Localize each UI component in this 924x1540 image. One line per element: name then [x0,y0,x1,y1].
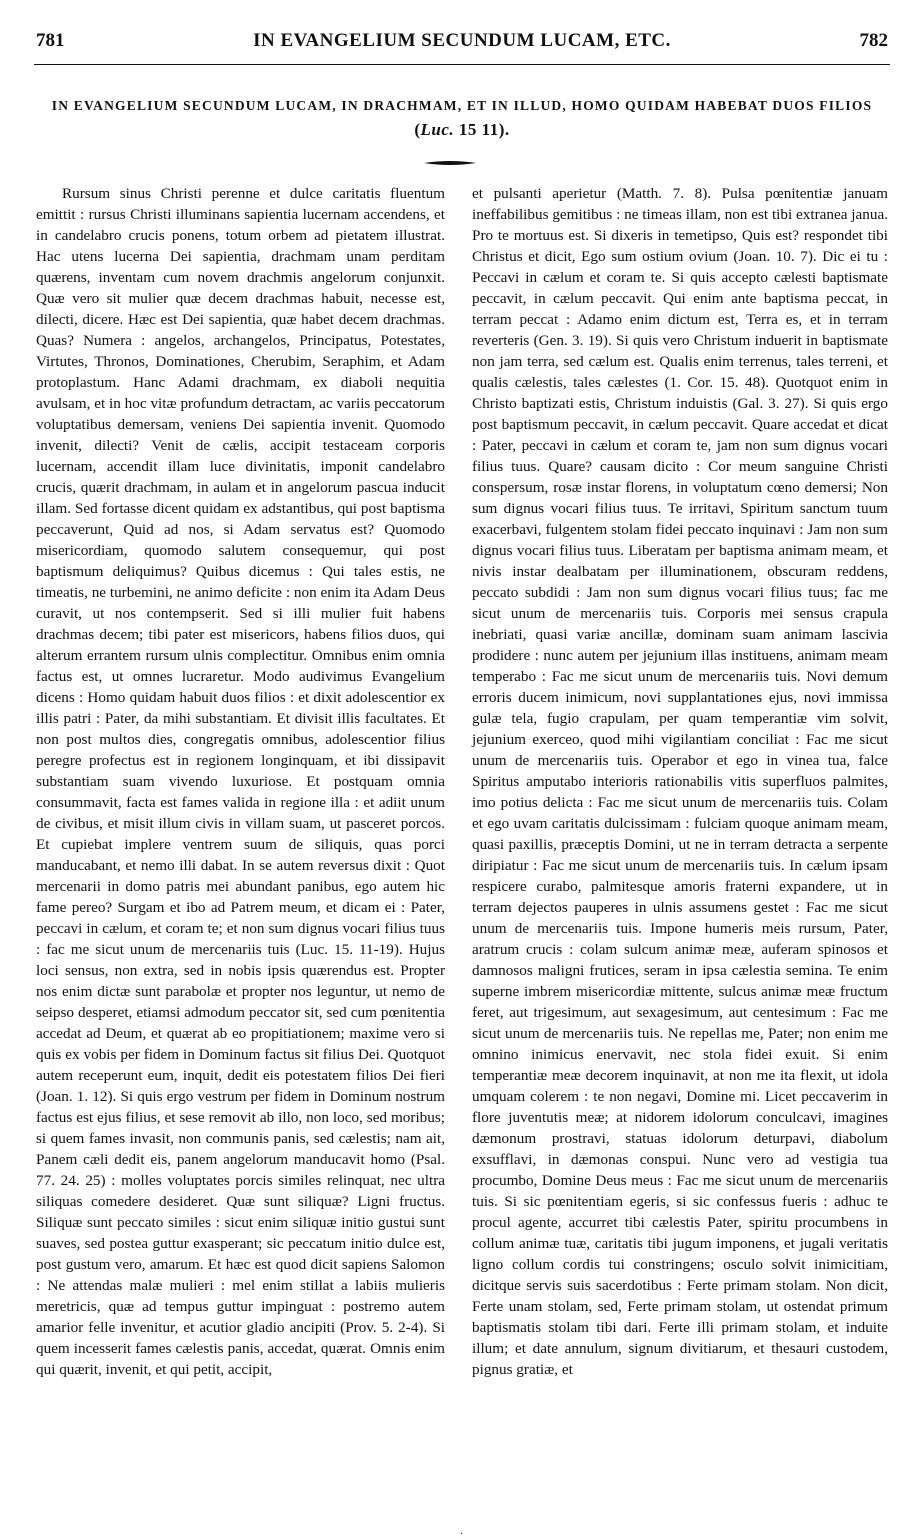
left-column-text: Rursum sinus Christi perenne et dulce caritatis fluentum emittit : rursus Christi illuminans sapientia lucernam accendens, et in candelabro crucis ponens, totum orbem ad pietatem illustrat. Hac utens lucerna Dei sapientia, drachmam unam perditam quærens, inventam cum novem drachmis angelorum conjunxit. Quæ vero sit mulier quæ decem drachmas habuit, necesse est, dilecti, dicere. Hæc est Dei sapientia, quæ habet decem drachmas. Quas? Numera : angelos, archangelos, Principatus, Potestates, Virtutes, Thronos, Dominationes, Cherubim, Seraphim, et Adam protoplastum. Hanc Adami drachmam, ex diaboli nequitia avulsam, et in hoc vitæ profundum detractam, ac variis peccatorum voluptatibus demersam, veniens Dei sapientia invenit. Quomodo invenit, dilecti? Venit de cælis, accipit testaceam corporis lucernam, accendit illam luce divinitatis, imponit candelabro crucis, quærit drachmam, in aulam et in angelorum pascua inducit illam. Sed fortasse dicent quidam ex adstantibus, qui post baptisma peccaverunt, Quid ad nos, si Adam servatus est? Quomodo misericordiam, quomodo salutem consequemur, qui post baptismum deliquimus? Quibus dicemus : Qui tales estis, ne timeatis, ne turbemini, ne animo deficite : non enim ita Adam Deus curavit, ut nos contempserit. Sed si illi mulier fuit habens drachmas decem; tibi pater est misericors, habens filios duos, qui alterum errantem rursum ulnis complectitur. Omnibus enim omnia factus est, ut omnes lucraretur. Modo audivimus Evangelium dicens : Homo quidam habuit duos filios : et dixit adolescentior ex illis patri : Pater, da mihi substantiam. Et divisit illis facultates. Et non post multos dies, congregatis omnibus, adolescentior filius peregre profectus est in regionem longinquam, et ibi dissipavit substantiam suam vivendo luxuriose. Et postquam omnia consummavit, facta est fames valida in regione illa : et adiit unum de civibus, et misit illum civis in villam suam, ut pasceret porcos. Et cupiebat implere ventrem suum de siliquis, quas porci manducabant, et nemo illi dabat. In se autem reversus dixit : Quot mercenarii in domo patris mei abundant panibus, ego autem hic fame pereo? Surgam et ibo ad Patrem meum, et dicam ei : Pater, peccavi in cælum, et coram te; et non sum dignus vocari filius tuus : fac me sicut unum de mercenariis tuis (Luc. 15. 11-19). Hujus loci sensus, non extra, sed in nobis ipsis quærendus est. Propter nos enim dictæ sunt parabolæ et propter nos leguntur, ut nemo de seipso desperet, etiamsi admodum peccator sit, sed cum pœnitentia accedat ad Deum, et quærat ab eo propitiationem; maxime vero si quis ex vobis per fidem in Dominum factus sit filius Dei. Quotquot autem receperunt eum, inquit, dedit eis potestatem filios Dei fieri (Joan. 1. 12). Si quis ergo vestrum per fidem in Dominum nostrum factus est ejus filius, et sese removit ab illo, non loco, sed moribus; si quem fames invasit, non communis panis, sed cælestis; nam ait, Panem cæli dedit eis, panem angelorum manducavit homo (Psal. 77. 24. 25) : molles voluptates porcis similes relinquat, nec ultra siliquas comedere desideret. Quæ sunt siliquæ? Ligni fructus. Siliquæ sunt peccato similes : sicut enim siliquæ initio gustui sunt suaves, sed postea guttur exasperant; sic peccatum initio dulce est, post gustum vero, amarum. Et hæc est quod dicit sapiens Salomon : Ne attendas malæ mulieri : mel enim stillat a labiis mulieris meretricis, quæ ad tempus guttur impinguat : postremo autem amarior felle invenitur, et acutior gladio ancipiti (Prov. 5. 2-4). Si quem incesserit fames cælestis panis, accedat, quærat. Omnis enim qui quærit, invenit, et qui petit, accipit, [36,185,445,1378]
scripture-reference: (Luc. 15 11). [414,120,510,139]
running-title: IN EVANGELIUM SECUNDUM LUCAM, ETC. [253,30,671,51]
sermon-title [34,94,890,143]
reference-numbers: 15 11 [458,120,499,139]
right-column [472,183,888,1380]
right-column-text: et pulsanti aperietur (Matth. 7. 8). Pulsa pœnitentiæ januam ineffabilibus gemitibus : ne timeas illam, non est tibi extranea janua. Pro te mortuus est. Si dixeris in temetipso, Quis est? respondet tibi Christus et dicit, Ego sum ostium ovium (Joan. 10. 7). Dic ei tu : Peccavi in cælum et coram te. Si quis accepto cælesti baptismate peccavit, in cælum peccavit. Qui enim ante baptisma peccat, in terram peccat : Adamo enim dictum est, Terra es, et in terram reverteris (Gen. 3. 19). Si quis vero Christum induerit in baptismate non jam terra, sed cælum est. Qualis enim terrenus, tales terreni, et qualis cælestis, tales cælestes (1. Cor. 15. 48). Quotquot enim in Christo baptizati estis, Christum induistis (Gal. 3. 27). Si quis ergo post baptismum peccavit, in cælum peccavit. Quare accedat et dicat : Pater, peccavi in cælum et coram te, jam non sum dignus vocari filius tuus. Quare? causam dicito : Cor meum sanguine Christi conspersum, rosæ instar florens, in voluptatum cœno demersi; Non sum dignus vocari filius tuus. Te irritavi, Spiritum sanctum tuum exacerbavi, fulgentem stolam fidei peccato inquinavi : Jam non sum dignus vocari filius tuus. Liberatam per baptisma animam meam, et nivis instar dealbatam per illuminationem, obscuram reddens, peccato subdidi : Jam non sum dignus vocari filius tuus; fac me sicut unum de mercenariis tuis. Corporis mei sensus crapula inebriati, quasi variæ ancillæ, dominam suam animam lascivia prodidere : nunc autem per jejunium illas instituens, animam meam temperabo : Fac me sicut unum de mercenariis tuis. Novi demum erroris ducem inimicum, novi supplantationes ejus, novi immissa gulæ tela, fugio crapulam, per quam temperantiæ vim solvit, jejunium exerceo, quod mihi vigilantiam conciliat : Fac me sicut unum de mercenariis tuis. Operabor et ego in vinea tua, falce Spiritus amputabo interioris rationabilis vitis superfluos palmites, imo potius delicta : Fac me sicut unum de mercenariis tuis. Colam et ego uvam caritatis dulcissimam : fulciam quoque animam meam, quasi paxillis, præceptis Domini, ut ne in terram detracta a serpente diripiatur : Fac me sicut unum de mercenariis tuis. In cælum ipsam respicere curabo, palmitesque amoris fraterni expandere, ut in terram dejectos pauperes in ulnis assumens gestet : Fac me sicut unum de mercenariis tuis. Impone humeris meis rursum, Pater, aratrum crucis : colam sulcum animæ meæ, auferam spinosos et damnosos maligni frutices, seram in ipsa cælestia semina. Te enim superne imbrem misericordiæ mittente, sulcus animæ meæ fructum feret, aut trigesimum, aut sexagesimum, aut centesimum : Fac me sicut unum de mercenariis tuis. Ne repellas me, Pater; non enim me omnino inimicus enervavit, nec stola fidei exuit. Si enim temperantiæ meæ decorem inquinavit, at non me ita flexit, ut idola umquam colerem : te non negavi, Domine mi. Licet peccaverim in flore juventutis meæ; at nidorem idolorum conculcavi, imagines dæmonum prostravi, statuas idolorum deturpavi, diabolum exsufflavi, in dæmonas conspui. Nunc vero ad vestigia tua procumbo, Domine Deus meus : Fac me sicut unum de mercenariis tuis. Si sic pœnitentiam egeris, si sic confessus fueris : adhuc te procul agente, accurret tibi cælestis Pater, spiritu procumbens in collum animæ tuæ, caritatis tibi jugum imponens, et jugali veritatis ligno collum cordis tui constringens; osculo solvit inimicitiam, dicitque servis suis sacerdotibus : Ferte primam stolam. Non dicit, Ferte unam stolam, sed, Ferte primam stolam, ut ostendat primum baptismatis stolam tibi dari. Ferte illi primam stolam, et induite illum; et date annulum, signum divitiarum, et thesauri custodem, pignus gratiæ, et [472,185,888,1378]
page-number-left: 781 [36,30,65,51]
page-header [36,30,888,60]
sermon-title-main: IN EVANGELIUM SECUNDUM LUCAM, IN DRACHMAM, ET IN ILLUD, HOMO QUIDAM HABEBAT DUOS FILIOS [51,98,873,113]
title-ornament [422,158,478,168]
left-column [36,183,445,1380]
header-rule [34,64,890,65]
footer-mark: . [460,1526,464,1537]
reference-book: Luc. [420,120,455,139]
page-number-right: 782 [859,30,888,51]
